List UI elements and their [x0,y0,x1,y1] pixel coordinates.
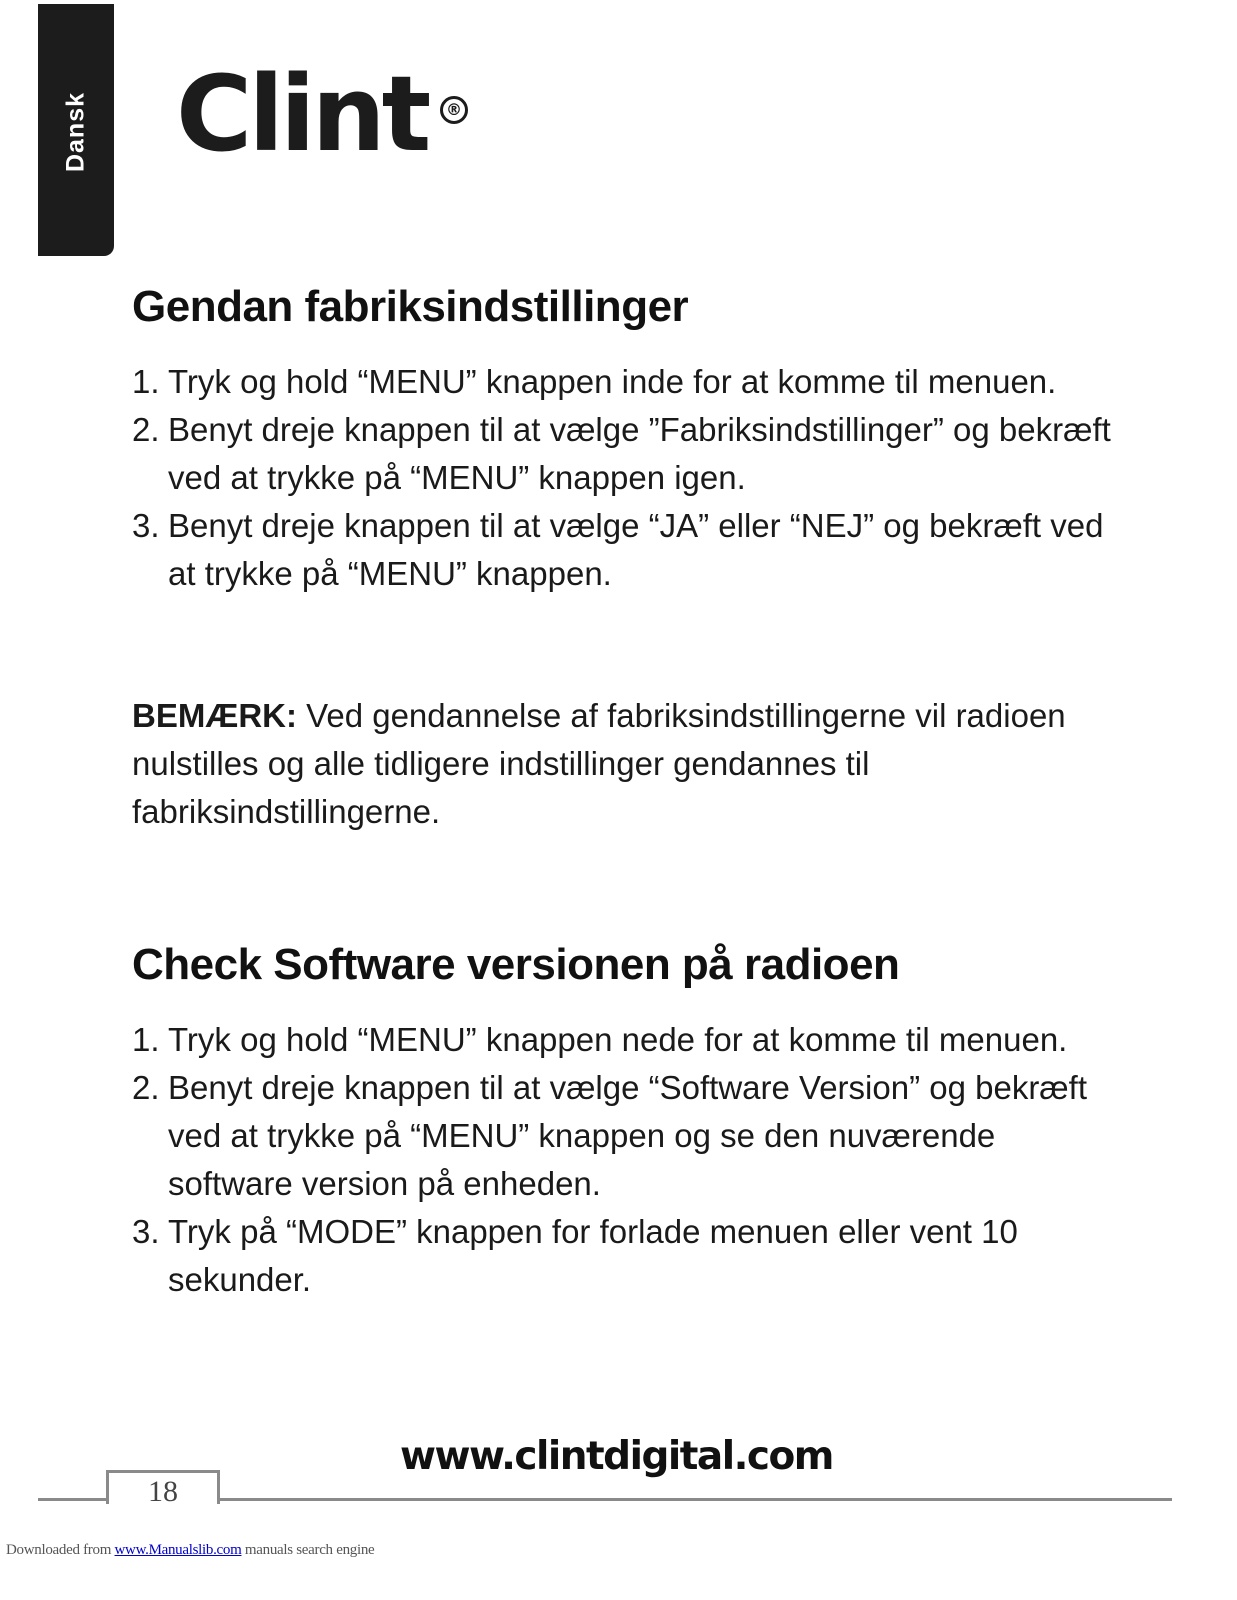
step-item [132,1208,1112,1304]
step-number: 2. [132,411,160,448]
language-tab-label: Dansk [61,91,90,173]
download-prefix: Downloaded from [6,1542,115,1558]
step-number: 3. [132,1213,160,1250]
step-number: 3. [132,507,160,544]
step-item [132,1064,1112,1208]
note-paragraph [132,692,1112,836]
section-title: Check Software versionen på radioen [132,940,900,989]
step-item [132,406,1112,502]
step-item [132,1016,1112,1064]
step-item [132,358,1112,406]
step-text: Benyt dreje knappen til at vælge “Software Version” og bekræft ved at trykke på “MENU” knappen og se den nuværende software version på enheden. [168,1069,1087,1202]
download-suffix: manuals search engine [241,1542,375,1558]
section-software-version [132,940,1112,1304]
step-number: 2. [132,1069,160,1106]
website-url: www.clintdigital.com [400,1434,833,1479]
page-number-box [106,1470,220,1508]
step-text: Tryk på “MODE” knappen for forlade menuen eller vent 10 sekunder. [168,1213,1018,1298]
section-factory-reset [132,282,1112,598]
step-text: Benyt dreje knappen til at vælge ”Fabriksindstillinger” og bekræft ved at trykke på “MENU” knappen igen. [168,411,1111,496]
step-text: Tryk og hold “MENU” knappen inde for at komme til menuen. [168,363,1057,400]
section-title: Gendan fabriksindstillinger [132,282,689,331]
note-label: BEMÆRK: [132,697,297,734]
brand-logo: Clint [176,53,428,175]
step-number: 1. [132,363,160,400]
step-number: 1. [132,1021,160,1058]
step-list [132,358,1112,598]
step-text: Benyt dreje knappen til at vælge “JA” eller “NEJ” og bekræft ved at trykke på “MENU” knappen. [168,507,1104,592]
step-text: Tryk og hold “MENU” knappen nede for at komme til menuen. [168,1021,1068,1058]
registered-mark: ® [440,96,468,124]
language-tab [38,4,114,256]
note-text: Ved gendannelse af fabriksindstillingerne vil radioen nulstilles og alle tidligere indstillinger gendannes til fabriksindstillingerne. [132,697,1066,830]
page-number: 18 [148,1475,178,1508]
step-list [132,1016,1112,1304]
manualslib-link[interactable]: www.Manualslib.com [114,1542,242,1558]
step-item [132,502,1112,598]
download-source-line [6,1542,374,1559]
